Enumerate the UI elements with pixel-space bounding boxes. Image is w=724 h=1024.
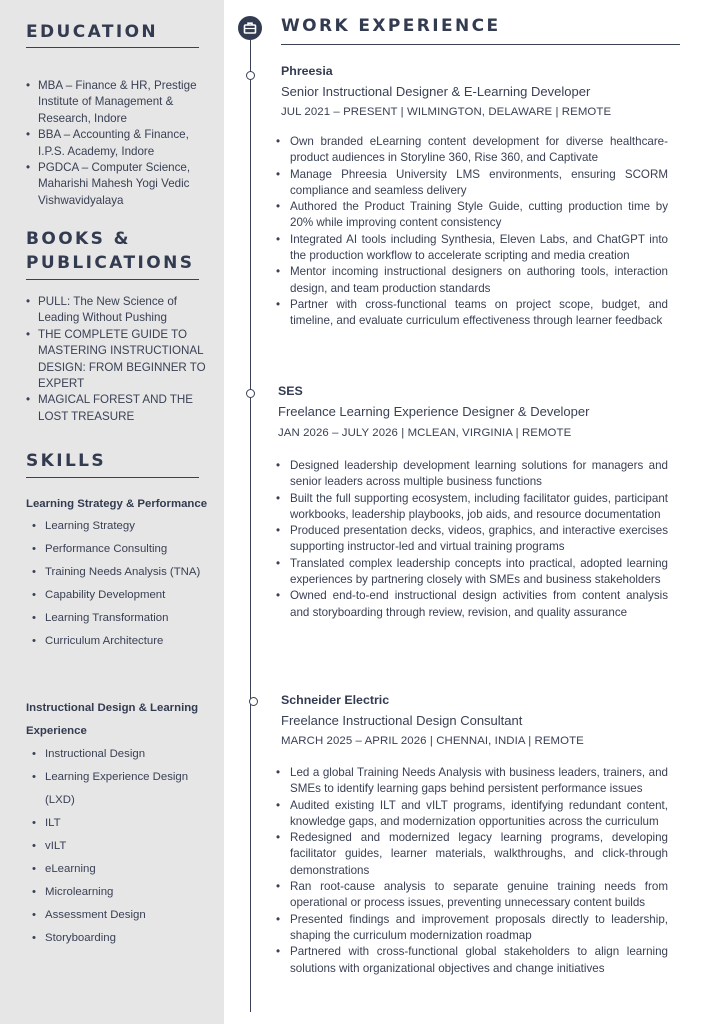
job-meta: JAN 2026 – JULY 2026 | MCLEAN, VIRGINIA | REMOTE: [278, 427, 572, 439]
job-bullets: [276, 765, 668, 977]
list-item: • PGDCA – Computer Science, Maharishi Mahesh Yogi Vedic Vishwavidyalaya: [26, 160, 210, 209]
list-item: • Produced presentation decks, videos, graphics, and interactive exercises supporting instructor-led and virtual training programs: [276, 523, 668, 556]
list-item: • PULL: The New Science of Leading Without Pushing: [26, 294, 210, 327]
list-item: • Partner with cross-functional teams on project scope, budget, and timeline, and evaluate curriculum effectiveness through learner feedback: [276, 297, 668, 330]
list-item: • Translated complex leadership concepts into practical, adopted learning experiences by partnering closely with SMEs and business stakeholders: [276, 556, 668, 589]
timeline-dot: [246, 71, 255, 80]
list-item: • Integrated AI tools including Synthesia, Eleven Labs, and ChatGPT into the production workflow to accelerate scripting and media creation: [276, 232, 668, 265]
skills-group-list: [45, 743, 210, 950]
list-item: • ILT: [45, 812, 210, 835]
books-heading-line2: PUBLICATIONS: [26, 253, 195, 273]
list-item: • Manage Phreesia University LMS environments, ensuring SCORM compliance and seamless delivery: [276, 167, 668, 200]
skills-group-heading: Learning Strategy & Performance: [26, 498, 208, 510]
job-meta: MARCH 2025 – APRIL 2026 | CHENNAI, INDIA | REMOTE: [281, 735, 584, 747]
briefcase-icon: [238, 16, 262, 40]
education-heading: EDUCATION: [26, 22, 159, 42]
work-experience-rule: [281, 44, 680, 45]
books-heading: [26, 227, 194, 275]
list-item: • Training Needs Analysis (TNA): [45, 561, 210, 584]
job-bullets: [276, 134, 668, 330]
list-item: • Capability Development: [45, 584, 210, 607]
list-item: • THE COMPLETE GUIDE TO MASTERING INSTRUCTIONAL DESIGN: FROM BEGINNER TO EXPERT: [26, 327, 210, 393]
skills-rule: [26, 477, 199, 478]
books-heading-line1: BOOKS &: [26, 229, 131, 249]
list-item: • Partnered with cross-functional global stakeholders to align learning solutions with organizational objectives and change initiatives: [276, 944, 668, 977]
job-meta: JUL 2021 – PRESENT | WILMINGTON, DELAWARE | REMOTE: [281, 106, 612, 118]
list-item: • Owned end-to-end instructional design activities from content analysis and storyboarding through review, revision, and quality assurance: [276, 588, 668, 621]
list-item: • Learning Strategy: [45, 515, 210, 538]
work-experience-heading: WORK EXPERIENCE: [281, 16, 501, 36]
list-item: • Assessment Design: [45, 904, 210, 927]
list-item: • Own branded eLearning content development for diverse healthcare-product audiences in Storyline 360, Rise 360, and Captivate: [276, 134, 668, 167]
list-item: • Led a global Training Needs Analysis with business leaders, trainers, and SMEs to identify learning gaps behind persistent performance issues: [276, 765, 668, 798]
skills-heading: SKILLS: [26, 451, 107, 471]
list-item: • Curriculum Architecture: [45, 630, 210, 653]
job-bullets: [276, 458, 668, 621]
timeline-dot: [249, 697, 258, 706]
education-list: [26, 78, 210, 209]
job-title: Freelance Instructional Design Consultant: [281, 713, 523, 728]
job-title: Senior Instructional Designer & E-Learning Developer: [281, 84, 591, 99]
list-item: • BBA – Accounting & Finance, I.P.S. Academy, Indore: [26, 127, 210, 160]
list-item: • Designed leadership development learning solutions for managers and senior leaders across multiple business functions: [276, 458, 668, 491]
list-item: • Microlearning: [45, 881, 210, 904]
list-item: • Learning Experience Design (LXD): [45, 766, 210, 812]
list-item: • Redesigned and modernized legacy learning programs, developing facilitator guides, learner materials, walkthroughs, and click-through demonstrations: [276, 830, 668, 879]
timeline-line: [250, 40, 251, 1012]
list-item: • Authored the Product Training Style Guide, cutting production time by 20% while improving content consistency: [276, 199, 668, 232]
list-item: • MBA – Finance & HR, Prestige Institute of Management & Research, Indore: [26, 78, 210, 127]
list-item: • Ran root-cause analysis to separate genuine training needs from operational or process issues, preventing unnecessary content builds: [276, 879, 668, 912]
list-item: • Storyboarding: [45, 927, 210, 950]
list-item: • Mentor incoming instructional designers on authoring tools, interaction design, and team production standards: [276, 264, 668, 297]
list-item: • eLearning: [45, 858, 210, 881]
list-item: • Presented findings and improvement proposals directly to leadership, shaping the curriculum modernization roadmap: [276, 912, 668, 945]
list-item: • Audited existing ILT and vILT programs, identifying redundant content, knowledge gaps, and modernization opportunities across the curriculum: [276, 798, 668, 831]
company-name: Schneider Electric: [281, 693, 390, 707]
skills-group-list: [45, 515, 210, 653]
list-item: • MAGICAL FOREST AND THE LOST TREASURE: [26, 392, 210, 425]
books-rule: [26, 279, 199, 280]
company-name: Phreesia: [281, 64, 333, 78]
books-list: [26, 294, 210, 425]
job-title: Freelance Learning Experience Designer & Developer: [278, 404, 590, 419]
skills-group-heading: Instructional Design & Learning Experience: [26, 702, 199, 737]
list-item: • vILT: [45, 835, 210, 858]
sidebar: [0, 0, 224, 1024]
timeline-dot: [246, 389, 255, 398]
list-item: • Instructional Design: [45, 743, 210, 766]
company-name: SES: [278, 384, 303, 398]
list-item: • Learning Transformation: [45, 607, 210, 630]
education-rule: [26, 47, 199, 48]
list-item: • Performance Consulting: [45, 538, 210, 561]
list-item: • Built the full supporting ecosystem, including facilitator guides, participant workbooks, leadership playbooks, job aids, and resource documentation: [276, 491, 668, 524]
